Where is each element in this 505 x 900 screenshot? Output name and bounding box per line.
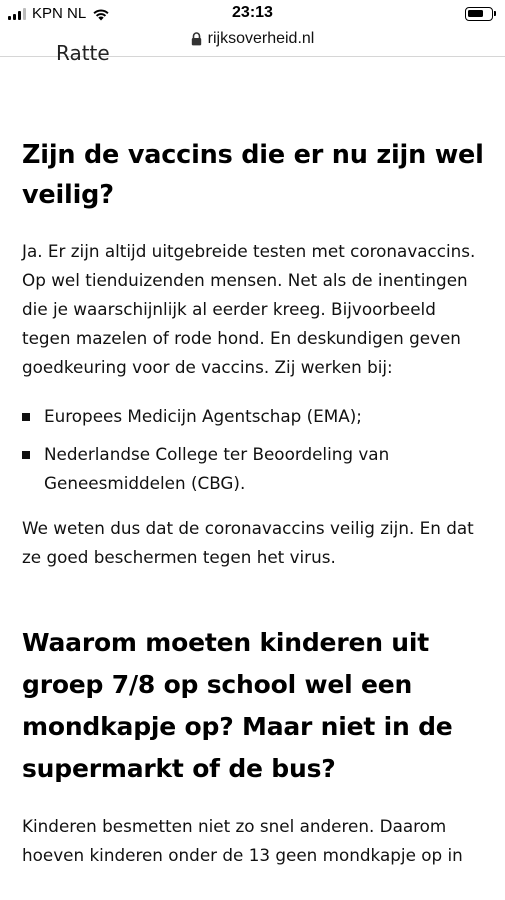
lock-icon — [191, 32, 202, 46]
list-item: Europees Medicijn Agentschap (EMA); — [22, 402, 484, 431]
cut-off-text: Ratte — [56, 41, 110, 65]
battery-icon — [465, 7, 493, 21]
section-heading-vaccine-safety: Zijn de vaccins die er nu zijn wel veilig? — [22, 140, 484, 210]
battery-level — [468, 10, 483, 17]
carrier-label: KPN NL — [32, 5, 87, 22]
section-heading-masks: Waarom moeten kinderen uit groep 7/8 op school wel een mondkapje op? Maar niet in de supermarkt of de bus? — [22, 628, 453, 783]
url-text: rijksoverheid.nl — [207, 30, 315, 47]
paragraph-conclusion: We weten dus dat de coronavaccins veilig zijn. En dat ze goed beschermen tegen het virus. — [22, 518, 474, 567]
status-time: 23:13 — [232, 4, 273, 21]
approval-bodies-list — [22, 402, 484, 498]
list-item: Nederlandse College ter Beoordeling van Geneesmiddelen (CBG). — [22, 440, 484, 498]
paragraph-intro: Ja. Er zijn altijd uitgebreide testen met coronavaccins. Op wel tienduizenden mensen. Net als de inentingen die je waarschijnlijk al eerder kreeg. Bijvoorbeeld tegen mazelen of rode hond. En deskundigen geven goedkeuring voor de vaccins. Zij werken bij: — [22, 241, 476, 377]
article — [22, 135, 484, 890]
status-bar — [0, 0, 505, 28]
page-content — [0, 41, 505, 900]
paragraph-masks: Kinderen besmetten niet zo snel anderen. Daarom hoeven kinderen onder de 13 geen mondkapje op in — [22, 816, 463, 865]
